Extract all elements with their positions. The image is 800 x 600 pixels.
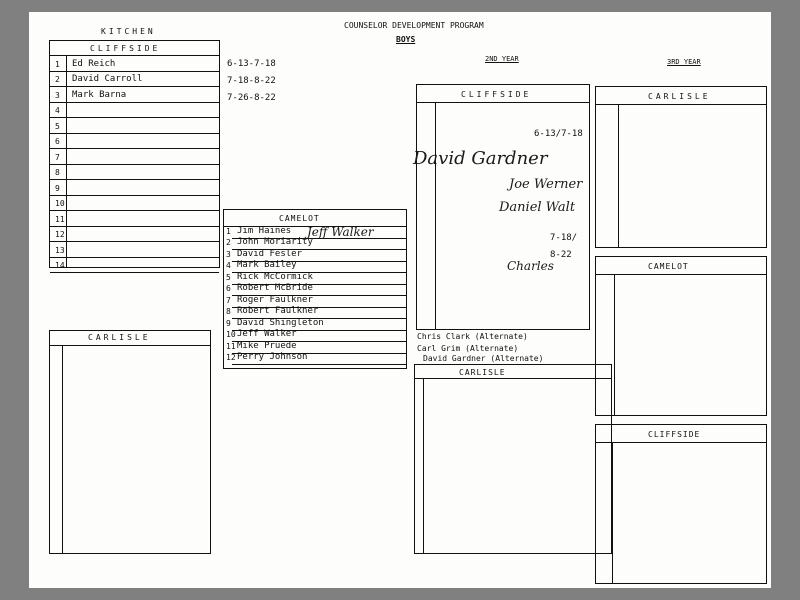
- camelot-left-row-number: 8: [226, 307, 231, 316]
- kitchen-row-number: 6: [55, 137, 60, 146]
- camelot-left-row-number: 9: [226, 318, 231, 328]
- kitchen-row-line: [50, 272, 219, 273]
- kitchen-subtitle: CLIFFSIDE: [90, 44, 161, 53]
- carlisle-left-table: [49, 330, 211, 554]
- kitchen-date: 7-26-8-22: [227, 93, 276, 103]
- kitchen-row-name: Mark Barna: [72, 89, 127, 100]
- kitchen-row-number: 8: [55, 168, 60, 177]
- cliffside-3rd-title: CLIFFSIDE: [648, 430, 701, 439]
- alternate-1: Chris Clark (Alternate): [417, 332, 528, 341]
- camelot-left-row-number: 10: [226, 330, 236, 339]
- kitchen-row-line: [50, 241, 219, 242]
- kitchen-row-number: 4: [55, 106, 60, 115]
- camelot-left-row-name: Roger Faulkner: [237, 294, 313, 305]
- program-title: COUNSELOR DEVELOPMENT PROGRAM: [344, 21, 484, 30]
- camelot-left-row-number: 1: [226, 226, 231, 236]
- camelot-3rd-table: [595, 256, 767, 416]
- kitchen-row-number: 1: [55, 59, 60, 69]
- carlisle-2nd-title: CARLISLE: [459, 368, 506, 377]
- kitchen-row-number: 2: [55, 75, 60, 84]
- second-year-label: 2ND YEAR: [485, 55, 519, 63]
- camelot-left-row-name: Mark Bailey: [237, 260, 297, 270]
- camelot-left-row-number: 2: [226, 238, 231, 247]
- kitchen-row-number: 13: [55, 245, 65, 255]
- camelot-left-row-line: [232, 364, 406, 365]
- alternate-3: David Gardner (Alternate): [423, 354, 544, 363]
- camelot-left-row-name: John Moriarity: [237, 237, 313, 247]
- carlisle-3rd-table: [595, 86, 767, 248]
- alternate-2: Carl Grim (Alternate): [417, 344, 519, 353]
- kitchen-row-line: [50, 179, 219, 180]
- camelot-left-row-number: 7: [226, 295, 231, 305]
- camelot-left-handwriting-1: Jeff Walker: [307, 225, 374, 239]
- camelot-left-row-number: 12: [226, 353, 236, 362]
- carlisle-3rd-title: CARLISLE: [648, 92, 711, 101]
- kitchen-row-number: 7: [55, 152, 60, 162]
- kitchen-row-number: 5: [55, 121, 60, 131]
- camelot-left-row-name: Jeff Walker: [237, 329, 297, 339]
- kitchen-row-line: [50, 226, 219, 227]
- camelot-left-title: CAMELOT: [279, 214, 320, 223]
- camelot-left-row-name: Rick McCormick: [237, 271, 313, 282]
- kitchen-title: KITCHEN: [101, 27, 156, 36]
- camelot-left-row-name: Perry Johnson: [237, 352, 308, 362]
- camelot-left-row-name: David Fesler: [237, 248, 303, 259]
- kitchen-date: 6-13-7-18: [227, 59, 276, 69]
- kitchen-row-line: [50, 117, 219, 118]
- camelot-left-row-name: Jim Haines: [237, 225, 292, 236]
- camelot-left-row-name: Robert Faulkner: [237, 306, 319, 316]
- handwritten-name-4: Charles: [507, 259, 554, 273]
- carlisle-2nd-table: [414, 364, 612, 554]
- kitchen-row-name: David Carroll: [72, 74, 143, 84]
- cliffside-2nd-title: CLIFFSIDE: [461, 90, 532, 99]
- carlisle-left-title: CARLISLE: [88, 333, 151, 342]
- kitchen-row-line: [50, 86, 219, 87]
- kitchen-table: [49, 40, 220, 268]
- camelot-left-row-name: Mike Pruede: [237, 340, 297, 351]
- kitchen-row-number: 9: [55, 183, 60, 193]
- cliffside-2nd-date: 6-13/7-18: [534, 129, 583, 139]
- handwritten-name-3: Daniel Walt: [499, 200, 576, 215]
- kitchen-row-line: [50, 102, 219, 103]
- kitchen-row-line: [50, 257, 219, 258]
- camelot-left-row-name: David Shingleton: [237, 317, 324, 328]
- camelot-left-row-number: 4: [226, 261, 231, 270]
- kitchen-row-number: 10: [55, 199, 65, 208]
- kitchen-row-name: Ed Reich: [72, 58, 116, 69]
- camelot-left-row-number: 5: [226, 272, 231, 282]
- cliffside-3rd-table: [595, 424, 767, 584]
- camelot-left-row-number: 11: [226, 341, 236, 351]
- kitchen-row-line: [50, 133, 219, 134]
- kitchen-row-line: [50, 148, 219, 149]
- camelot-left-row-number: 6: [226, 284, 231, 293]
- roster-sheet: [29, 12, 771, 588]
- kitchen-row-number: 11: [55, 214, 65, 224]
- kitchen-date: 7-18-8-22: [227, 76, 276, 86]
- kitchen-row-line: [50, 164, 219, 165]
- program-subtitle: BOYS: [396, 35, 416, 44]
- kitchen-row-line: [50, 195, 219, 196]
- kitchen-row-number: 12: [55, 230, 65, 239]
- kitchen-row-number: 14: [55, 261, 65, 270]
- third-year-label: 3RD YEAR: [667, 58, 701, 66]
- camelot-3rd-title: CAMELOT: [648, 262, 689, 271]
- camelot-left-row-name: Robert McBride: [237, 283, 313, 293]
- kitchen-row-number: 3: [55, 90, 60, 100]
- handwritten-name-1: David Gardner: [413, 148, 548, 169]
- cliffside-2nd-date-3: 8-22: [550, 250, 572, 260]
- kitchen-row-line: [50, 210, 219, 211]
- handwritten-name-2: Joe Werner: [509, 177, 583, 192]
- cliffside-2nd-date-2: 7-18/: [550, 233, 578, 243]
- camelot-left-row-number: 3: [226, 249, 231, 259]
- kitchen-row-line: [50, 71, 219, 72]
